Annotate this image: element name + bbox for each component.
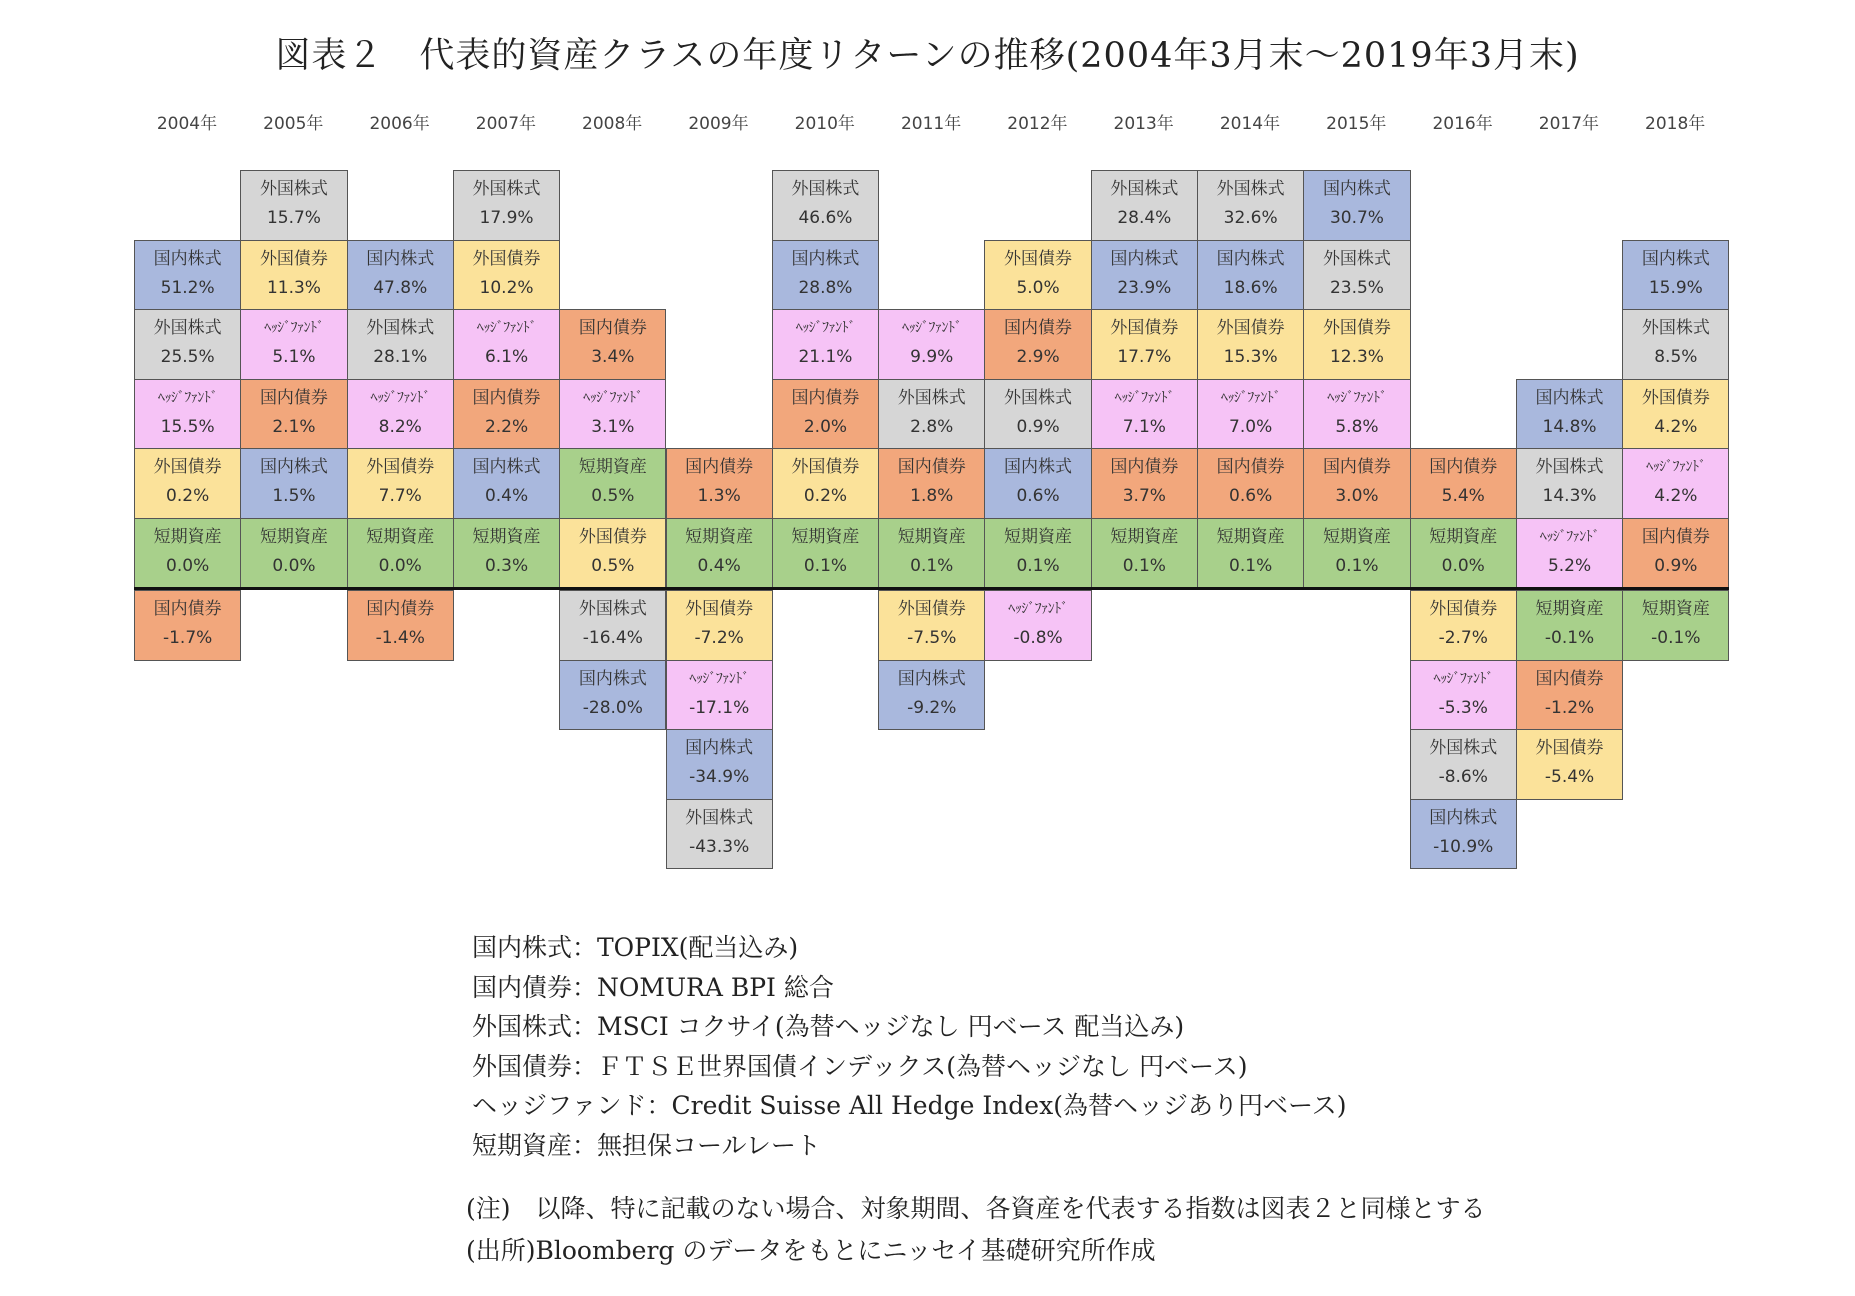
source-text: (出所)Bloomberg のデータをもとにニッセイ基礎研究所作成 <box>466 1236 1156 1265</box>
asset-name: 国内株式 <box>259 457 328 477</box>
return-value: 4.2% <box>1654 416 1698 437</box>
return-value: 3.1% <box>591 416 635 437</box>
asset-cell <box>772 518 879 589</box>
return-value: -1.2% <box>1544 697 1595 718</box>
year-label: 2015年 <box>1326 114 1387 134</box>
asset-name: ﾍｯｼﾞﾌｧﾝﾄﾞ <box>476 320 537 336</box>
legend-item: 外国債券：ＦＴＳＥ世界国債インデックス(為替ヘッジなし 円ベース) <box>472 1051 1248 1081</box>
asset-name: ﾍｯｼﾞﾌｧﾝﾄﾞ <box>583 389 643 406</box>
asset-cell <box>878 309 985 380</box>
return-value: 5.0% <box>1016 277 1060 298</box>
asset-name: 国内株式 <box>1641 248 1710 269</box>
asset-name: 外国株式 <box>578 599 647 619</box>
return-value: 3.7% <box>1122 486 1166 506</box>
asset-cell <box>1303 448 1410 519</box>
return-value: 3.0% <box>1335 486 1379 506</box>
asset-cell <box>347 379 454 450</box>
asset-name: 短期資産 <box>366 526 435 547</box>
asset-name: 国内株式 <box>578 668 647 689</box>
asset-cell <box>1410 590 1517 661</box>
asset-cell <box>1516 518 1623 589</box>
asset-cell <box>1091 170 1198 241</box>
asset-cell <box>878 590 985 661</box>
asset-cell <box>1091 379 1198 450</box>
asset-name: 国内債券 <box>1322 457 1391 477</box>
return-value: 5.1% <box>272 347 316 367</box>
asset-cell <box>240 448 347 519</box>
year-label: 2006年 <box>369 114 430 134</box>
asset-cell <box>453 379 560 450</box>
asset-name: 外国債券 <box>685 599 754 619</box>
asset-cell <box>984 379 1091 450</box>
asset-name: 国内株式 <box>791 248 860 269</box>
asset-cell <box>1197 518 1304 589</box>
year-label: 2010年 <box>794 114 855 134</box>
return-value: 0.9% <box>1654 555 1698 576</box>
asset-name: 短期資産 <box>578 457 647 477</box>
asset-name: 外国債券 <box>1429 599 1498 619</box>
return-value: -7.5% <box>907 628 957 648</box>
asset-cell <box>1410 729 1517 800</box>
legend-item: 外国株式：MSCI コクサイ(為替ヘッジなし 円ベース 配当込み) <box>472 1012 1185 1041</box>
asset-name: 外国株式 <box>791 179 860 199</box>
asset-name: 外国債券 <box>1535 738 1604 758</box>
asset-name: 短期資産 <box>1110 526 1179 547</box>
return-value: -5.3% <box>1438 697 1488 718</box>
asset-name: ﾍｯｼﾞﾌｧﾝﾄﾞ <box>1646 459 1706 475</box>
asset-cell <box>1197 240 1304 311</box>
asset-name: ﾍｯｼﾞﾌｧﾝﾄﾞ <box>1114 389 1175 406</box>
asset-cell <box>240 518 347 589</box>
asset-name: 国内債券 <box>472 387 541 408</box>
asset-cell <box>347 590 454 661</box>
asset-name: 短期資産 <box>1216 526 1285 547</box>
asset-cell <box>666 799 773 870</box>
notes <box>466 1188 1486 1272</box>
return-value: 0.0% <box>166 555 210 576</box>
return-value: 28.4% <box>1117 208 1172 228</box>
asset-cell <box>559 379 666 450</box>
asset-cell <box>453 309 560 380</box>
asset-cell <box>878 660 985 731</box>
asset-cell <box>1622 240 1729 311</box>
note-text: (注) 以降、特に記載のない場合、対象期間、各資産を代表する指数は図表２と同様とする <box>466 1194 1486 1223</box>
return-value: 9.9% <box>910 347 954 367</box>
asset-cell <box>1410 799 1517 870</box>
asset-name: 短期資産 <box>472 526 541 547</box>
return-value: 0.4% <box>484 486 529 506</box>
year-label: 2012年 <box>1007 114 1068 134</box>
return-value: 23.5% <box>1329 277 1384 298</box>
asset-cell <box>559 309 666 380</box>
return-value: 15.9% <box>1648 277 1703 298</box>
return-value: 0.6% <box>1229 486 1273 506</box>
return-value: 0.5% <box>591 555 635 576</box>
return-value: 11.3% <box>266 277 321 298</box>
return-value: 17.7% <box>1117 347 1172 367</box>
asset-cell <box>772 448 879 519</box>
return-value: -34.9% <box>689 767 750 787</box>
asset-name: ﾍｯｼﾞﾌｧﾝﾄﾞ <box>370 389 430 406</box>
asset-name: 短期資産 <box>153 526 222 547</box>
return-value: 2.8% <box>910 416 954 437</box>
year-label: 2014年 <box>1219 114 1281 134</box>
asset-name: 外国債券 <box>259 248 328 269</box>
return-value: -5.4% <box>1544 767 1595 787</box>
asset-cell <box>666 518 773 589</box>
year-label: 2011年 <box>900 114 962 134</box>
return-value: 47.8% <box>373 277 428 298</box>
return-value: 30.7% <box>1329 208 1384 228</box>
return-value: 5.8% <box>1335 416 1379 437</box>
asset-cell <box>240 170 347 241</box>
return-value: 2.2% <box>484 416 529 437</box>
return-value: 2.9% <box>1016 347 1060 367</box>
asset-cell <box>1303 170 1410 241</box>
asset-name: 外国株式 <box>1429 738 1498 758</box>
asset-name: 外国債券 <box>1216 318 1285 338</box>
asset-cell <box>1622 309 1729 380</box>
legend-item: 国内株式：TOPIX(配当込み) <box>472 933 799 962</box>
year-label: 2016年 <box>1432 114 1493 134</box>
asset-name: ﾍｯｼﾞﾌｧﾝﾄﾞ <box>795 320 856 336</box>
return-value: 1.3% <box>697 486 741 506</box>
asset-name: 短期資産 <box>1641 599 1710 619</box>
return-value: 3.4% <box>591 347 635 367</box>
asset-name: 国内株式 <box>1110 248 1179 269</box>
asset-name: 外国株式 <box>897 387 966 408</box>
return-value: 15.3% <box>1223 347 1278 367</box>
asset-cell <box>772 379 879 450</box>
return-value: 15.5% <box>160 416 215 437</box>
asset-name: ﾍｯｼﾞﾌｧﾝﾄﾞ <box>689 670 749 687</box>
asset-name: 国内株式 <box>1322 179 1391 199</box>
asset-cell <box>1303 518 1410 589</box>
asset-name: 国内債券 <box>1535 668 1604 689</box>
return-value: 0.2% <box>803 486 848 506</box>
return-value: 8.2% <box>378 416 422 437</box>
asset-name: 外国債券 <box>1322 318 1391 338</box>
asset-cell <box>134 309 241 380</box>
asset-name: 国内債券 <box>1110 457 1179 477</box>
return-value: 12.3% <box>1329 347 1384 367</box>
return-value: 0.2% <box>166 486 210 506</box>
asset-cell <box>984 448 1091 519</box>
asset-name: 外国株式 <box>366 318 435 338</box>
return-value: 7.0% <box>1229 416 1273 437</box>
asset-name: 外国株式 <box>1322 248 1391 269</box>
asset-cell <box>1197 379 1304 450</box>
asset-name: 国内債券 <box>897 457 966 477</box>
return-value: -0.1% <box>1651 628 1701 648</box>
year-label: 2018年 <box>1645 114 1706 134</box>
asset-name: 外国債券 <box>1110 318 1179 338</box>
asset-name: 国内債券 <box>1641 526 1710 547</box>
return-value: 0.0% <box>272 555 316 576</box>
asset-name: 短期資産 <box>791 526 860 547</box>
return-value: 0.5% <box>591 486 635 506</box>
asset-cell <box>240 379 347 450</box>
asset-name: 外国株式 <box>153 318 222 338</box>
return-value: -43.3% <box>689 836 750 857</box>
asset-name: 外国株式 <box>1004 387 1073 408</box>
return-value: 14.3% <box>1542 486 1597 506</box>
asset-cell <box>666 660 773 731</box>
asset-name: 国内債券 <box>153 599 222 619</box>
asset-cell <box>1303 309 1410 380</box>
return-value: -8.6% <box>1438 767 1488 787</box>
asset-name: 外国債券 <box>1004 248 1073 269</box>
asset-name: 外国債券 <box>897 599 966 619</box>
asset-cell <box>1622 518 1729 589</box>
return-value: 5.4% <box>1441 486 1485 506</box>
asset-name: ﾍｯｼﾞﾌｧﾝﾄﾞ <box>1433 670 1493 687</box>
asset-name: 国内債券 <box>366 599 435 619</box>
year-label: 2008年 <box>582 114 643 134</box>
asset-name: 外国株式 <box>1641 318 1710 338</box>
asset-cell <box>453 240 560 311</box>
asset-name: ﾍｯｼﾞﾌｧﾝﾄﾞ <box>1008 601 1068 617</box>
asset-cell <box>559 518 666 589</box>
asset-cell <box>878 518 985 589</box>
asset-cell <box>1197 309 1304 380</box>
asset-name: 外国株式 <box>472 179 541 199</box>
legend-item: 国内債券：NOMURA BPI 総合 <box>472 972 834 1002</box>
asset-name: 短期資産 <box>1429 526 1498 547</box>
asset-name: 短期資産 <box>1535 599 1604 619</box>
return-value: 5.2% <box>1547 555 1592 576</box>
return-value: -17.1% <box>689 697 750 718</box>
asset-name: 外国株式 <box>1535 457 1604 477</box>
zero-line <box>134 587 1729 590</box>
asset-cell <box>1091 518 1198 589</box>
return-value: 25.5% <box>160 347 215 367</box>
asset-cell <box>134 240 241 311</box>
year-label: 2013年 <box>1113 114 1174 134</box>
return-value: 0.0% <box>378 555 422 576</box>
asset-cell <box>134 448 241 519</box>
asset-cell <box>984 309 1091 380</box>
asset-cell <box>878 448 985 519</box>
return-value: 15.7% <box>266 208 321 228</box>
asset-name: 外国債券 <box>791 457 860 477</box>
return-value: 28.8% <box>798 277 853 298</box>
asset-cell <box>453 518 560 589</box>
chart-title: 図表２ 代表的資産クラスの年度リターンの推移(2004年3月末〜2019年3月末) <box>275 36 1580 76</box>
return-value: 17.9% <box>479 208 534 228</box>
return-value: 14.8% <box>1542 416 1597 437</box>
asset-cell <box>240 309 347 380</box>
asset-name: 短期資産 <box>1322 526 1391 547</box>
return-value: 0.0% <box>1441 555 1485 576</box>
return-value: 51.2% <box>160 277 215 298</box>
asset-name: ﾍｯｼﾞﾌｧﾝﾄﾞ <box>264 320 324 336</box>
year-label: 2009年 <box>688 114 749 134</box>
return-value: 8.5% <box>1654 347 1698 367</box>
return-value: -1.7% <box>162 628 213 648</box>
asset-cell <box>666 448 773 519</box>
asset-name: ﾍｯｼﾞﾌｧﾝﾄﾞ <box>1539 528 1600 545</box>
asset-name: 国内株式 <box>1216 248 1285 269</box>
asset-name: 国内債券 <box>1216 457 1285 477</box>
asset-name: 外国債券 <box>153 457 222 477</box>
asset-name: 短期資産 <box>259 526 328 547</box>
return-value: 0.6% <box>1016 486 1060 506</box>
asset-cell <box>1516 379 1623 450</box>
asset-cell <box>1622 379 1729 450</box>
asset-name: 外国株式 <box>1110 179 1179 199</box>
asset-cell <box>1516 448 1623 519</box>
asset-cell <box>1410 518 1517 589</box>
asset-name: 外国債券 <box>1641 387 1710 408</box>
return-value: 7.7% <box>378 486 422 506</box>
asset-name: 外国債券 <box>366 457 435 477</box>
asset-name: 外国株式 <box>685 807 754 828</box>
year-label: 2017年 <box>1538 114 1600 134</box>
asset-cell <box>1516 660 1623 731</box>
asset-name: 国内債券 <box>1004 318 1073 338</box>
asset-cell <box>666 729 773 800</box>
return-value: 2.0% <box>803 416 848 437</box>
return-value: 0.1% <box>1335 555 1379 576</box>
return-value: 10.2% <box>479 277 534 298</box>
asset-name: 外国株式 <box>1216 179 1285 199</box>
asset-cell <box>1516 590 1623 661</box>
asset-name: 外国株式 <box>259 179 328 199</box>
asset-cell <box>1410 660 1517 731</box>
asset-cell <box>134 590 241 661</box>
asset-cell <box>1091 448 1198 519</box>
asset-name: 国内債券 <box>791 387 860 408</box>
asset-name: 国内株式 <box>366 248 435 269</box>
return-value: 0.9% <box>1016 416 1060 437</box>
asset-name: 国内債券 <box>685 457 754 477</box>
return-value: -1.4% <box>375 628 425 648</box>
asset-cell <box>772 240 879 311</box>
asset-cell <box>1197 170 1304 241</box>
asset-name: 短期資産 <box>685 526 754 547</box>
asset-name: 国内株式 <box>685 738 754 758</box>
return-value: -0.1% <box>1544 628 1595 648</box>
asset-cell <box>134 518 241 589</box>
return-value: 4.2% <box>1654 486 1698 506</box>
asset-cell <box>1091 309 1198 380</box>
asset-cell <box>984 240 1091 311</box>
return-value: 0.1% <box>1229 555 1273 576</box>
return-value: 7.1% <box>1122 416 1166 437</box>
asset-name: 国内株式 <box>1535 387 1604 408</box>
asset-name: 国内債券 <box>578 318 647 338</box>
asset-cell <box>347 309 454 380</box>
return-value: 46.6% <box>798 208 853 228</box>
asset-cell <box>1303 240 1410 311</box>
asset-cell <box>1516 729 1623 800</box>
asset-cell <box>1622 448 1729 519</box>
return-value: -10.9% <box>1433 836 1494 857</box>
asset-name: 国内株式 <box>1429 807 1498 828</box>
return-value: 2.1% <box>272 416 316 437</box>
asset-cell <box>984 590 1091 661</box>
asset-name: 国内株式 <box>897 668 966 689</box>
return-value: 0.1% <box>803 555 848 576</box>
asset-cell <box>1303 379 1410 450</box>
asset-name: 短期資産 <box>1004 526 1073 547</box>
return-value: 0.4% <box>697 555 741 576</box>
return-value: 1.8% <box>910 486 954 506</box>
asset-name: ﾍｯｼﾞﾌｧﾝﾄﾞ <box>157 389 218 406</box>
return-value: 6.1% <box>484 347 529 367</box>
legend-item: ヘッジファンド：Credit Suisse All Hedge Index(為替ヘッジあり円ベース) <box>472 1091 1347 1120</box>
return-value: 0.1% <box>910 555 954 576</box>
return-value: 32.6% <box>1223 208 1278 228</box>
year-label: 2004年 <box>156 114 218 134</box>
asset-name: 外国債券 <box>578 526 647 547</box>
asset-name: 国内債券 <box>1429 457 1498 477</box>
year-label: 2005年 <box>263 114 324 134</box>
asset-name: ﾍｯｼﾞﾌｧﾝﾄﾞ <box>901 320 962 336</box>
asset-cell <box>984 518 1091 589</box>
asset-cell <box>240 240 347 311</box>
asset-cell <box>347 518 454 589</box>
asset-cell <box>347 240 454 311</box>
return-value: -9.2% <box>907 697 957 718</box>
return-value: 0.1% <box>1122 555 1166 576</box>
legend <box>472 928 1346 1165</box>
asset-name: 短期資産 <box>897 526 966 547</box>
return-value: 0.1% <box>1016 555 1060 576</box>
asset-name: 国内株式 <box>153 248 222 269</box>
return-value: -28.0% <box>582 697 643 718</box>
asset-cell <box>453 448 560 519</box>
asset-cell <box>772 309 879 380</box>
asset-cell <box>559 448 666 519</box>
asset-cell <box>1197 448 1304 519</box>
return-value: 21.1% <box>798 347 853 367</box>
return-value: -16.4% <box>582 628 643 648</box>
return-value: -2.7% <box>1438 628 1488 648</box>
return-value: -0.8% <box>1013 628 1063 648</box>
return-value: 18.6% <box>1223 277 1278 298</box>
asset-name: 国内株式 <box>1004 457 1073 477</box>
asset-cell <box>559 660 666 731</box>
return-value: -7.2% <box>694 628 744 648</box>
asset-cell <box>666 590 773 661</box>
asset-cell <box>772 170 879 241</box>
return-value: 28.1% <box>373 347 428 367</box>
asset-name: 国内債券 <box>259 387 328 408</box>
return-value: 23.9% <box>1117 277 1172 298</box>
asset-name: 外国債券 <box>472 248 541 269</box>
asset-name: ﾍｯｼﾞﾌｧﾝﾄﾞ <box>1220 389 1281 406</box>
asset-name: 国内株式 <box>472 457 541 477</box>
asset-cell <box>1622 590 1729 661</box>
year-label: 2007年 <box>475 114 537 134</box>
asset-cell <box>453 170 560 241</box>
asset-cell <box>347 448 454 519</box>
asset-cell <box>1091 240 1198 311</box>
asset-cell <box>878 379 985 450</box>
legend-item: 短期資産：無担保コールレート <box>472 1130 821 1160</box>
asset-cell <box>559 590 666 661</box>
asset-cell <box>1410 448 1517 519</box>
asset-cell <box>134 379 241 450</box>
return-value: 1.5% <box>272 486 316 506</box>
asset-name: ﾍｯｼﾞﾌｧﾝﾄﾞ <box>1327 389 1387 406</box>
return-value: 0.3% <box>484 555 529 576</box>
